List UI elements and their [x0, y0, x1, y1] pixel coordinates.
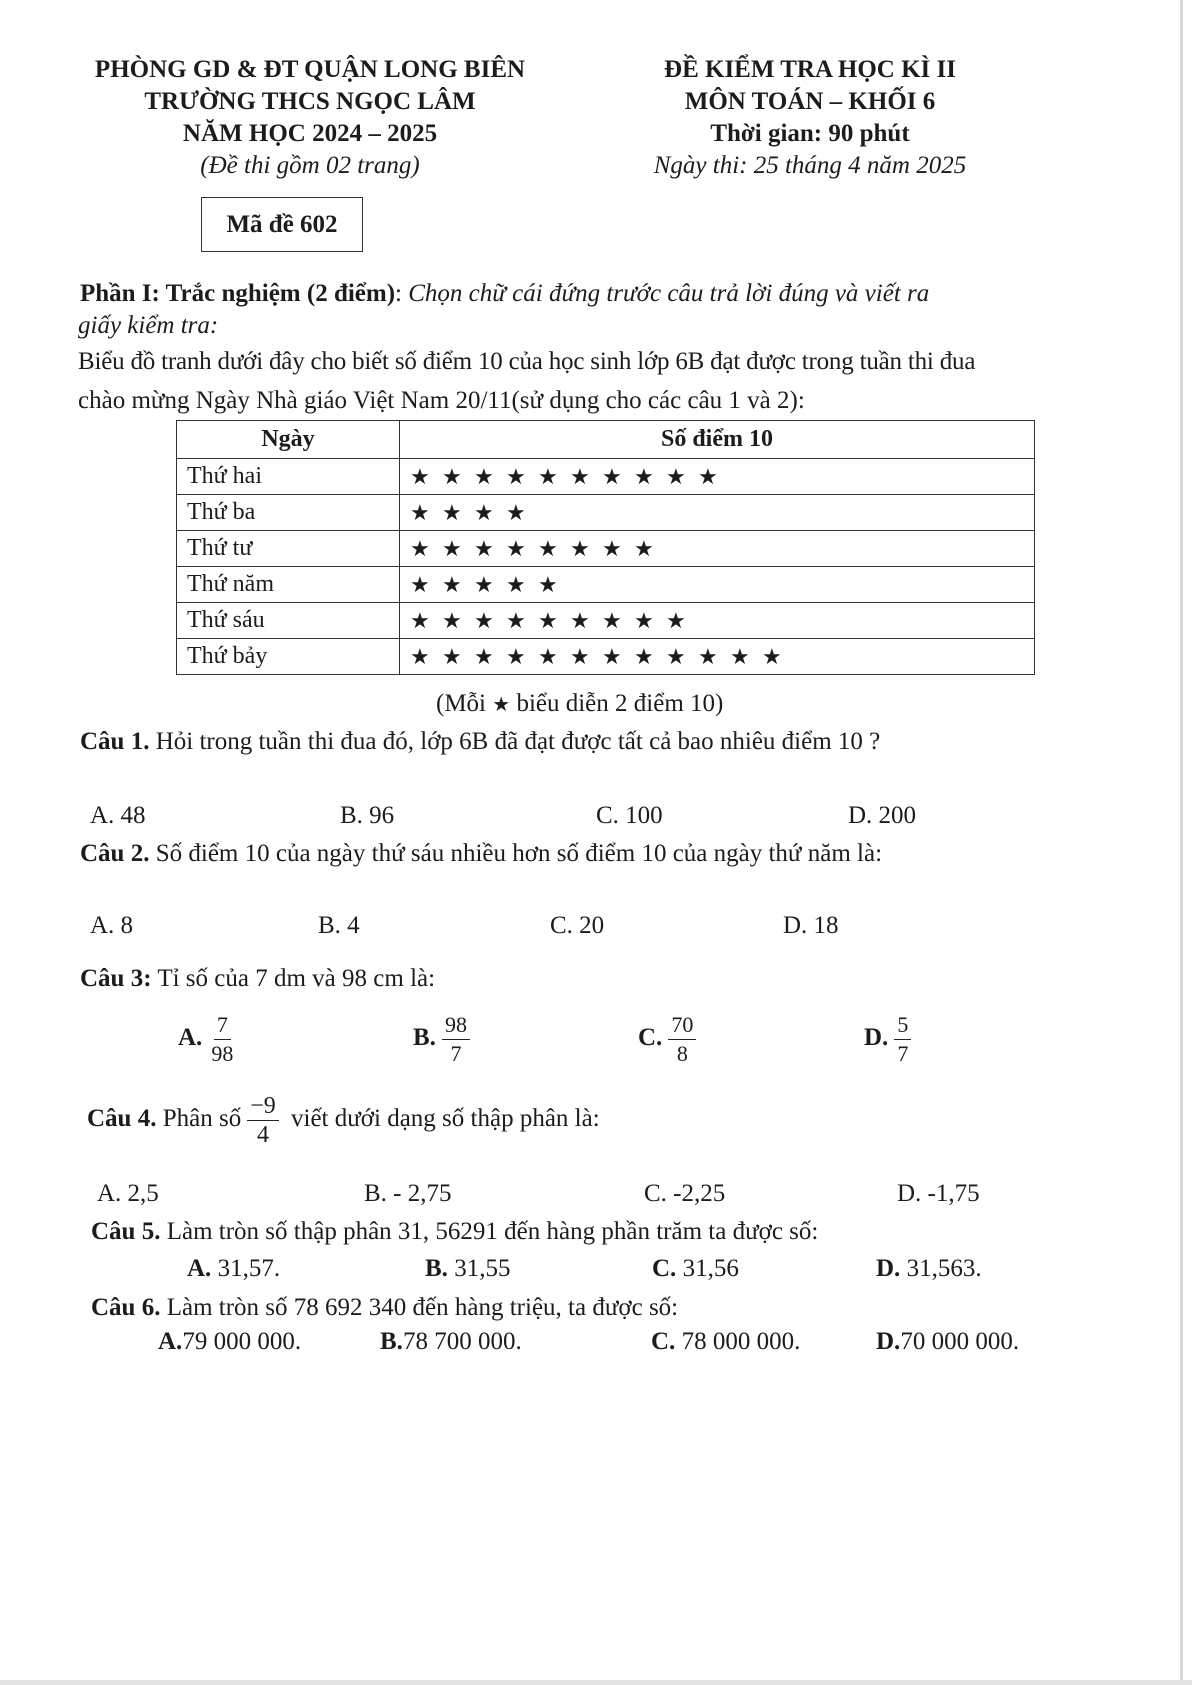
q4-option-d: D. -1,75: [897, 1180, 980, 1207]
star-group: [410, 536, 1024, 562]
exam-header: [620, 54, 1000, 182]
exam-subject: MÔN TOÁN – KHỐI 6: [684, 88, 936, 115]
star-icon: ★: [538, 463, 558, 489]
star-icon: ★: [666, 463, 686, 489]
table-row: [177, 639, 1035, 675]
star-icon: ★: [506, 463, 526, 489]
star-icon: ★: [442, 535, 462, 561]
question-5: [91, 1216, 818, 1248]
school-year: NĂM HỌC 2024 – 2025: [182, 120, 438, 147]
day-cell: Thứ tư: [177, 531, 400, 567]
scan-bottom-edge: [0, 1680, 1192, 1685]
q1-option-c: C. 100: [596, 802, 663, 829]
star-icon: ★: [506, 571, 526, 597]
legend-star-icon: ★: [492, 694, 511, 716]
question-2: [80, 838, 882, 870]
star-icon: ★: [410, 571, 430, 597]
q6-option-c: [651, 1328, 800, 1356]
part1-instruction: Chọn chữ cái đứng trước câu trả lời đúng và viết ra: [402, 280, 930, 307]
star-group: [410, 644, 1024, 670]
option-value: 31,563.: [900, 1255, 982, 1282]
exam-code-box: Mã đề 602: [201, 197, 363, 252]
star-icon: ★: [538, 607, 558, 633]
option-value: 70 000 000.: [900, 1328, 1020, 1355]
q5-option-d: [876, 1255, 982, 1283]
exam-title: ĐỀ KIỂM TRA HỌC KÌ II: [664, 56, 956, 83]
q3-option-a: [178, 1011, 236, 1068]
part1-title: Phần I: Trắc nghiệm (2 điểm): [80, 280, 396, 307]
q1-option-a: A. 48: [90, 802, 146, 829]
q6-option-b: [380, 1328, 522, 1356]
fraction: [247, 1092, 279, 1149]
q2-option-b: B. 4: [318, 912, 360, 939]
day-cell: Thứ bảy: [177, 639, 400, 675]
numerator: 5: [894, 1011, 911, 1040]
denominator: 98: [211, 1041, 234, 1066]
question-4: [87, 1092, 600, 1149]
star-icon: ★: [506, 499, 526, 525]
star-icon: ★: [634, 535, 654, 561]
question-3: [80, 963, 435, 995]
star-icon: ★: [570, 643, 590, 669]
option-letter: D.: [876, 1328, 901, 1355]
scan-right-edge: [1180, 0, 1183, 1685]
star-icon: ★: [506, 535, 526, 561]
star-icon: ★: [474, 463, 494, 489]
school-name: TRƯỜNG THCS NGỌC LÂM: [144, 88, 476, 115]
q5-option-c: [652, 1255, 739, 1283]
star-icon: ★: [442, 643, 462, 669]
star-icon: ★: [538, 571, 558, 597]
question-text-after: viết dưới dạng số thập phân là:: [284, 1105, 600, 1133]
option-letter: A.: [158, 1328, 183, 1355]
page-count-note: (Đề thi gồm 02 trang): [200, 152, 420, 179]
star-group: [410, 608, 1024, 634]
star-icon: ★: [602, 607, 622, 633]
question-text: Tỉ số của 7 dm và 98 cm là:: [151, 965, 436, 992]
question-6: [91, 1292, 678, 1324]
q6-option-d: [876, 1328, 1019, 1356]
part1-instruction-cont: giấy kiểm tra:: [78, 312, 219, 339]
chart-intro-line2: chào mừng Ngày Nhà giáo Việt Nam 20/11(sử dụng cho các câu 1 và 2):: [78, 387, 805, 414]
stars-cell: [400, 495, 1035, 531]
option-value: 78 700 000.: [402, 1328, 522, 1355]
option-value: 31,57.: [211, 1255, 281, 1282]
star-icon: ★: [474, 643, 494, 669]
star-group: [410, 464, 1024, 490]
q4-option-b: B. - 2,75: [364, 1180, 452, 1207]
denominator: 7: [897, 1041, 909, 1066]
star-icon: ★: [666, 643, 686, 669]
q2-option-d: D. 18: [783, 912, 839, 939]
question-label: Câu 1.: [80, 728, 150, 755]
stars-cell: [400, 603, 1035, 639]
star-icon: ★: [666, 607, 686, 633]
fraction: [208, 1011, 236, 1068]
pictograph-table: [176, 420, 1035, 675]
question-text: Làm tròn số thập phân 31, 56291 đến hàng phần trăm ta được số:: [160, 1218, 819, 1245]
q5-option-a: [187, 1255, 280, 1283]
q1-option-d: D. 200: [848, 802, 917, 829]
fraction: [668, 1011, 696, 1068]
option-letter: B.: [413, 1024, 436, 1052]
star-icon: ★: [410, 535, 430, 561]
q4-option-c: C. -2,25: [644, 1180, 726, 1207]
part1-heading: [80, 278, 929, 310]
star-icon: ★: [634, 463, 654, 489]
stars-cell: [400, 639, 1035, 675]
q1-option-b: B. 96: [340, 802, 395, 829]
stars-cell: [400, 531, 1035, 567]
question-text: Số điểm 10 của ngày thứ sáu nhiều hơn số điểm 10 của ngày thứ năm là:: [149, 840, 883, 867]
option-letter: B.: [425, 1255, 448, 1282]
star-icon: ★: [474, 607, 494, 633]
table-row: [177, 459, 1035, 495]
star-icon: ★: [506, 607, 526, 633]
exam-duration: Thời gian: 90 phút: [710, 120, 910, 147]
star-icon: ★: [442, 571, 462, 597]
day-cell: Thứ ba: [177, 495, 400, 531]
q3-option-b: [413, 1011, 470, 1068]
option-letter: B.: [380, 1328, 403, 1355]
option-value: 31,55: [447, 1255, 511, 1282]
q4-option-a: A. 2,5: [97, 1180, 159, 1207]
table-row: [177, 531, 1035, 567]
q3-option-d: [864, 1011, 911, 1068]
chart-legend: [436, 688, 723, 721]
star-icon: ★: [538, 643, 558, 669]
star-icon: ★: [570, 535, 590, 561]
option-letter: A.: [178, 1024, 203, 1052]
fraction: [442, 1011, 470, 1068]
star-icon: ★: [602, 463, 622, 489]
star-icon: ★: [410, 499, 430, 525]
column-header-score: Số điểm 10: [400, 421, 1035, 459]
star-icon: ★: [698, 463, 718, 489]
option-letter: A.: [187, 1255, 212, 1282]
day-cell: Thứ năm: [177, 567, 400, 603]
q6-option-a: [158, 1328, 301, 1356]
question-1: [80, 726, 880, 758]
star-icon: ★: [730, 643, 750, 669]
question-label: Câu 3:: [80, 965, 152, 992]
star-icon: ★: [506, 643, 526, 669]
q2-option-a: A. 8: [90, 912, 134, 939]
question-text-before: Phân số: [156, 1105, 242, 1133]
option-value: 31,56: [676, 1255, 739, 1282]
star-icon: ★: [442, 607, 462, 633]
table-row: [177, 567, 1035, 603]
denominator: 7: [450, 1041, 462, 1066]
legend-text-before: (Mỗi: [436, 690, 493, 717]
star-icon: ★: [570, 607, 590, 633]
option-letter: D.: [864, 1024, 889, 1052]
stars-cell: [400, 459, 1035, 495]
q2-option-c: C. 20: [550, 912, 605, 939]
star-icon: ★: [442, 499, 462, 525]
column-header-day: Ngày: [177, 421, 400, 459]
star-icon: ★: [442, 463, 462, 489]
option-value: 79 000 000.: [182, 1328, 302, 1355]
star-icon: ★: [602, 535, 622, 561]
star-icon: ★: [570, 463, 590, 489]
school-header: [60, 54, 560, 182]
denominator: 8: [676, 1041, 688, 1066]
star-icon: ★: [474, 535, 494, 561]
option-value: 78 000 000.: [675, 1328, 801, 1355]
question-label: Câu 4.: [87, 1105, 157, 1133]
chart-intro-line1: Biểu đồ tranh dưới đây cho biết số điểm 10 của học sinh lớp 6B đạt được trong tuần thi đua: [78, 348, 976, 375]
star-icon: ★: [410, 607, 430, 633]
part1-colon: :: [395, 280, 402, 307]
star-icon: ★: [634, 643, 654, 669]
q3-option-c: [638, 1011, 696, 1068]
question-text: Hỏi trong tuần thi đua đó, lớp 6B đã đạt được tất cả bao nhiêu điểm 10 ?: [149, 728, 881, 755]
star-icon: ★: [410, 463, 430, 489]
star-icon: ★: [410, 643, 430, 669]
star-icon: ★: [538, 535, 558, 561]
q5-option-b: [425, 1255, 510, 1283]
question-text: Làm tròn số 78 692 340 đến hàng triệu, ta được số:: [160, 1294, 679, 1321]
numerator: −9: [247, 1092, 279, 1121]
star-group: [410, 500, 1024, 526]
fraction: [894, 1011, 911, 1068]
table-header-row: [177, 421, 1035, 459]
star-icon: ★: [698, 643, 718, 669]
numerator: 70: [668, 1011, 696, 1040]
star-group: [410, 572, 1024, 598]
option-letter: C.: [651, 1328, 676, 1355]
denominator: 4: [256, 1122, 269, 1148]
question-label: Câu 5.: [91, 1218, 161, 1245]
option-letter: C.: [638, 1024, 663, 1052]
star-icon: ★: [762, 643, 782, 669]
numerator: 7: [214, 1011, 231, 1040]
option-letter: D.: [876, 1255, 901, 1282]
option-letter: C.: [652, 1255, 677, 1282]
star-icon: ★: [474, 571, 494, 597]
question-label: Câu 6.: [91, 1294, 161, 1321]
legend-text-after: biểu diễn 2 điểm 10): [510, 690, 724, 717]
exam-date: Ngày thi: 25 tháng 4 năm 2025: [653, 152, 967, 179]
table-row: [177, 495, 1035, 531]
stars-cell: [400, 567, 1035, 603]
day-cell: Thứ hai: [177, 459, 400, 495]
day-cell: Thứ sáu: [177, 603, 400, 639]
question-label: Câu 2.: [80, 840, 150, 867]
star-icon: ★: [602, 643, 622, 669]
star-icon: ★: [634, 607, 654, 633]
star-icon: ★: [474, 499, 494, 525]
department-name: PHÒNG GD & ĐT QUẬN LONG BIÊN: [94, 56, 526, 83]
numerator: 98: [442, 1011, 470, 1040]
table-row: [177, 603, 1035, 639]
